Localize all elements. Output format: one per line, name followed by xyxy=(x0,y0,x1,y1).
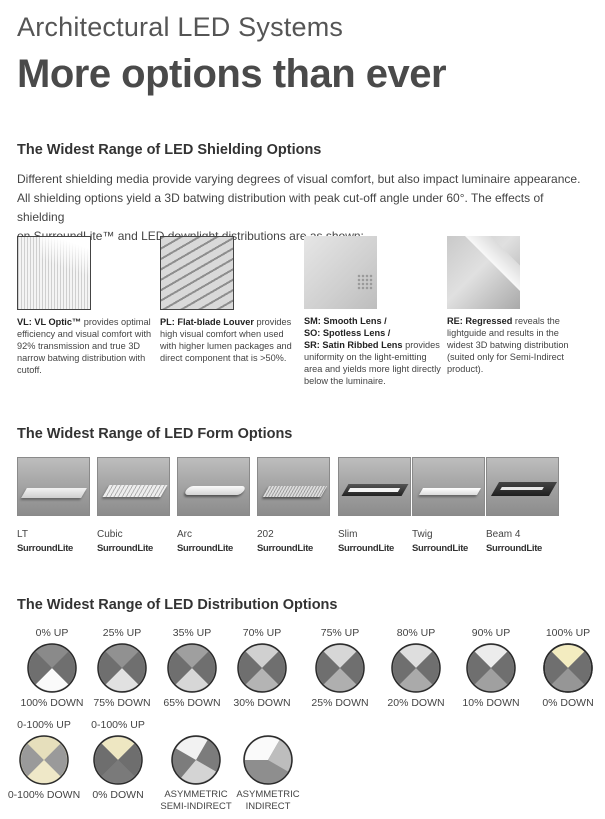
distribution-option xyxy=(14,627,90,709)
form-section-title: The Widest Range of LED Form Options xyxy=(17,426,293,442)
up-percentage: 75% UP xyxy=(320,627,360,639)
up-percentage: 35% UP xyxy=(172,627,212,639)
shielding-caption: PL: Flat-blade Louver provides high visual comfort when used with higher lumen packages and direct component that is >50%. xyxy=(160,317,292,363)
regressed-image xyxy=(447,236,520,309)
intro-line: All shielding options yield a 3D batwing distribution with peak cut-off angle under 60°. The effects of shielding xyxy=(17,191,544,224)
form-name: Beam 4 xyxy=(486,529,521,540)
form-option-202 xyxy=(257,457,330,554)
up-percentage: 80% UP xyxy=(396,627,436,639)
down-percentage: 65% DOWN xyxy=(163,697,221,709)
down-percentage: 100% DOWN xyxy=(20,697,84,709)
form-option-cubic xyxy=(97,457,170,554)
down-percentage: 0% DOWN xyxy=(542,697,594,709)
flat-blade-louver-image xyxy=(160,236,234,310)
form-name: Slim xyxy=(338,529,358,540)
distribution-option xyxy=(302,627,378,709)
form-brand: SurroundLite xyxy=(177,543,234,554)
shielding-option-lens xyxy=(304,236,444,387)
202-luminaire-image xyxy=(257,457,330,516)
down-label-line2: SEMI-INDIRECT xyxy=(160,801,232,812)
down-percentage: 0-100% DOWN xyxy=(7,789,81,801)
distribution-diagram xyxy=(243,735,293,785)
form-name: LT xyxy=(17,529,28,540)
distribution-option xyxy=(378,627,454,709)
distribution-option xyxy=(230,719,306,813)
up-percentage: 0% UP xyxy=(35,627,69,639)
form-brand: SurroundLite xyxy=(257,543,314,554)
down-percentage: 30% DOWN xyxy=(233,697,291,709)
form-brand: SurroundLite xyxy=(338,543,395,554)
cubic-luminaire-image xyxy=(97,457,170,516)
down-percentage: 25% DOWN xyxy=(311,697,369,709)
vl-optic-image xyxy=(17,236,91,310)
distribution-option xyxy=(80,719,156,801)
lens-image xyxy=(304,236,377,309)
up-percentage xyxy=(230,719,306,731)
shielding-section-title: The Widest Range of LED Shielding Options xyxy=(17,142,322,158)
distribution-diagram xyxy=(97,643,147,693)
form-option-beam4 xyxy=(486,457,559,554)
distribution-diagram xyxy=(543,643,593,693)
distribution-diagram xyxy=(466,643,516,693)
distribution-option xyxy=(453,627,529,709)
down-percentage: 20% DOWN xyxy=(387,697,445,709)
intro-line: Different shielding media provide varying degrees of visual comfort, but also impact luminaire appearance. xyxy=(17,172,581,186)
down-label-line1: ASYMMETRIC xyxy=(236,789,300,800)
up-percentage: 100% UP xyxy=(545,627,591,639)
down-label-line1: ASYMMETRIC xyxy=(164,789,228,800)
distribution-diagram xyxy=(93,735,143,785)
down-label-line2: INDIRECT xyxy=(245,801,291,812)
shielding-caption: SM: Smooth Lens / SO: Spotless Lens / SR: Satin Ribbed Lens provides uniformity on the light-emitting area and yields more light directly below the luminaire. xyxy=(304,316,441,386)
up-percentage: 70% UP xyxy=(242,627,282,639)
distribution-option xyxy=(530,627,605,709)
form-name: 202 xyxy=(257,529,274,540)
form-option-slim xyxy=(338,457,411,554)
slim-luminaire-image xyxy=(338,457,411,516)
form-option-twig xyxy=(412,457,485,554)
lt-luminaire-image xyxy=(17,457,90,516)
up-percentage: 0-100% UP xyxy=(17,719,71,731)
up-percentage: 90% UP xyxy=(471,627,511,639)
distribution-diagram xyxy=(315,643,365,693)
distribution-section-title: The Widest Range of LED Distribution Options xyxy=(17,597,338,613)
down-percentage: 0% DOWN xyxy=(92,789,144,801)
down-percentage: 10% DOWN xyxy=(462,697,520,709)
distribution-diagram xyxy=(391,643,441,693)
shielding-option-re xyxy=(447,236,587,375)
distribution-diagram xyxy=(171,735,221,785)
shielding-caption: RE: Regressed reveals the lightguide and results in the widest 3D batwing distribution (suited only for Semi-Indirect product). xyxy=(447,316,569,374)
distribution-option xyxy=(6,719,82,801)
form-option-lt xyxy=(17,457,90,554)
form-name: Cubic xyxy=(97,529,123,540)
shielding-intro xyxy=(17,170,587,246)
shielding-option-pl xyxy=(160,236,300,364)
distribution-diagram xyxy=(19,735,69,785)
intro-line: and LED distributions are xyxy=(117,229,307,243)
form-brand: SurroundLite xyxy=(17,543,74,554)
up-percentage xyxy=(158,719,234,731)
shielding-option-vl xyxy=(17,236,157,376)
form-brand: SurroundLite xyxy=(97,543,154,554)
distribution-option xyxy=(158,719,234,813)
distribution-option xyxy=(154,627,230,709)
form-option-arc xyxy=(177,457,250,554)
twig-luminaire-image xyxy=(412,457,485,516)
down-percentage: 75% DOWN xyxy=(93,697,151,709)
form-brand: SurroundLite xyxy=(486,543,543,554)
arc-luminaire-image xyxy=(177,457,250,516)
beam4-luminaire-image xyxy=(486,457,559,516)
distribution-option xyxy=(84,627,160,709)
distribution-option xyxy=(224,627,300,709)
distribution-diagram xyxy=(167,643,217,693)
distribution-diagram xyxy=(27,643,77,693)
form-name: Twig xyxy=(412,529,433,540)
form-brand: SurroundLite xyxy=(412,543,469,554)
up-percentage: 25% UP xyxy=(102,627,142,639)
page-headline: More options than ever xyxy=(17,52,447,96)
shielding-caption: VL: VL Optic™ provides optimal efficiency and visual comfort with 92% transmission and true 3D narrow batwing distribution with cutoff. xyxy=(17,317,152,375)
form-name: Arc xyxy=(177,529,192,540)
up-percentage: 0-100% UP xyxy=(91,719,145,731)
eyebrow-title: Architectural LED Systems xyxy=(17,12,344,42)
distribution-diagram xyxy=(237,643,287,693)
